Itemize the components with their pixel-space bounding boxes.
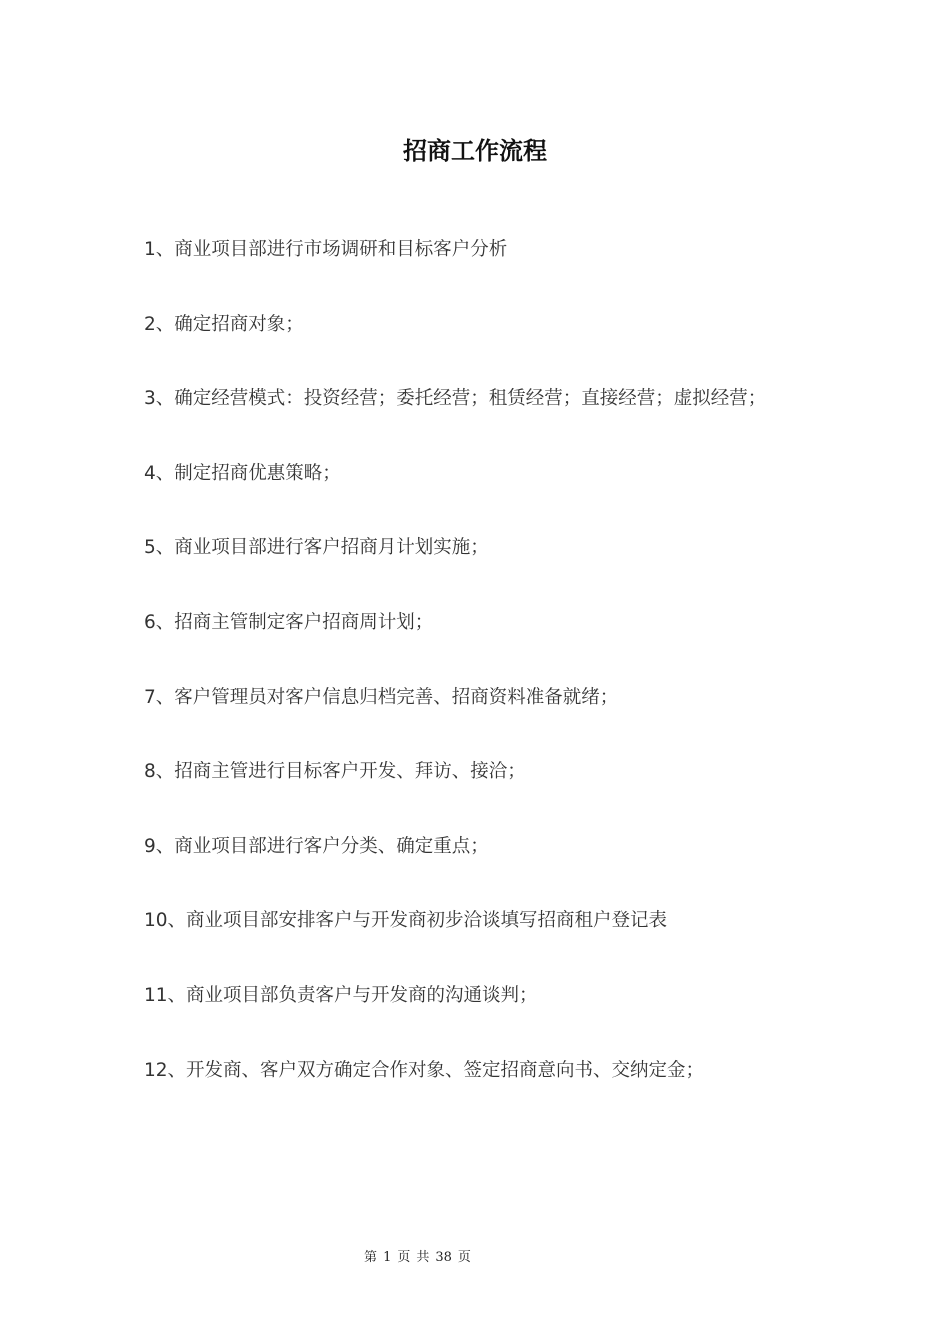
footer-total-pages: 38 [435,1250,452,1265]
process-step-list [144,237,904,1132]
process-step: 2、确定招商对象； [144,313,304,335]
process-step: 1、商业项目部进行市场调研和目标客户分析 [144,239,508,260]
process-step: 5、商业项目部进行客户招商月计划实施； [144,537,489,559]
footer-page-prefix: 第 [364,1250,378,1265]
process-step: 11、商业项目部负责客户与开发商的沟通谈判； [144,984,538,1006]
process-step: 4、制定招商优惠策略； [144,462,341,484]
process-step: 3、确定经营模式：投资经营；委托经营；租赁经营；直接经营；虚拟经营； [144,388,767,410]
process-step: 6、招商主管制定客户招商周计划； [144,611,434,633]
process-step: 8、招商主管进行目标客户开发、拜访、接洽； [144,761,526,783]
footer-total-prefix: 共 [416,1250,430,1265]
page-number-footer [0,1246,835,1265]
process-step: 10、商业项目部安排客户与开发商初步洽谈填写招商租户登记表 [144,910,668,932]
process-step: 12、开发商、客户双方确定合作对象、签定招商意向书、交纳定金； [144,1059,705,1081]
process-step: 9、商业项目部进行客户分类、确定重点； [144,835,489,857]
footer-page-word: 页 [397,1250,411,1265]
page-title: 招商工作流程 [403,136,547,165]
footer-current-page: 1 [383,1250,392,1265]
process-step: 7、客户管理员对客户信息归档完善、招商资料准备就绪； [144,686,619,708]
footer-total-suffix: 页 [457,1250,471,1265]
